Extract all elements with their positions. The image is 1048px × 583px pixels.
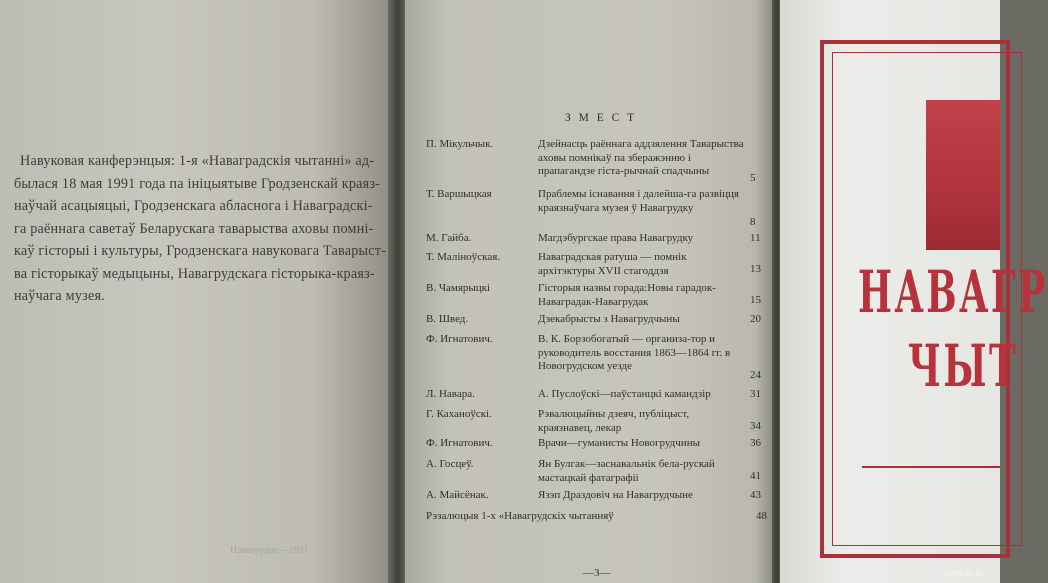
toc-title: Врачи—гуманисты Новогрудчины (538, 437, 700, 449)
toc-title: Наваградская ратуша — помнік архітэктуры XVII стагоддзя (538, 251, 687, 277)
cover-title-line2: ЧЫТ (908, 332, 1019, 400)
toc-page-number: 41 (750, 470, 761, 482)
toc-page-number: 5 (750, 172, 756, 184)
toc-author: В. Швед. (426, 313, 469, 325)
toc-title: А. Пуслоўскі—паўстанцкі камандзір (538, 388, 711, 400)
toc-author: П. Мікульчык. (426, 138, 494, 150)
toc-author: Т. Варшыцкая (426, 188, 492, 200)
toc-page-number: 48 (756, 510, 767, 522)
paragraph-line: каў гісторыі і культуры, Гродзенскага навуковага Таварыст- (14, 243, 387, 259)
cover-rule (862, 466, 1000, 468)
toc-author: Л. Навара. (426, 388, 475, 400)
paragraph-line: наўчай асацыяцыі, Гродзенскага абласнога і Наваградскі- (14, 198, 373, 214)
cover-title-line1: НАВАГР (858, 258, 1048, 326)
toc-author: Ф. Игнатович. (426, 333, 493, 345)
left-page-paragraph (14, 150, 386, 308)
toc-page-number: 15 (750, 294, 761, 306)
paragraph-line: былася 18 мая 1991 года па ініцыятыве Гродзенскай краяз- (14, 175, 381, 192)
paragraph-line: ва гісторыкаў медыцыны, Навагрудскага гісторыка-краяз- (14, 265, 375, 282)
paragraph-line: наўчага музея. (14, 288, 105, 304)
toc-page-number: 24 (750, 369, 761, 381)
toc-author: М. Гайба. (426, 232, 472, 244)
toc-title: В. К. Борзобогатый — организа-тор и руководитель восстания 1863—1864 гг. в Новогрудском уезде (538, 333, 731, 372)
toc-author: Т. Маліноўская. (426, 251, 501, 263)
paragraph-line: га раённага саветаў Беларускага таварыства аховы помні- (14, 220, 374, 237)
watermark: www.ay.by (943, 568, 986, 578)
toc-title: Ян Булгак—заснавальнік бела-рускай мастацкай фатаграфіі (538, 458, 715, 484)
toc-author: Г. Каханоўскі. (426, 408, 492, 420)
castle-ruins-illustration (926, 100, 1000, 250)
toc-title: Дзекабрысты з Навагрудчыны (538, 313, 680, 325)
toc-resolution: Рэзалюцыя 1-х «Навагрудскіх чытанняў (426, 510, 614, 522)
toc-page-number: 13 (750, 263, 761, 275)
toc-page-number: 31 (750, 388, 761, 400)
toc-heading: З М Е С Т (565, 112, 637, 124)
toc-page-number: 34 (750, 420, 761, 432)
toc-title: Дзейнасць раённага аддзялення Таварыства аховы помнікаў па зберажэнню і прапагандзе гіста-рычнай спадчыны (538, 138, 744, 177)
toc-title: Рэвалюцыйны дзеяч, публіцыст, краязнавец, лекар (538, 408, 690, 434)
toc-page-number: 20 (750, 313, 761, 325)
left-page (0, 0, 392, 583)
toc-page-number: 11 (750, 232, 761, 244)
toc-page-number: 8 (750, 216, 756, 228)
toc-author: Ф. Игнатович. (426, 437, 493, 449)
toc-author: А. Госцеў. (426, 458, 474, 470)
left-page-footer: Навагрудак—1991 (230, 545, 309, 556)
paragraph-line: Навуковая канферэнцыя: 1-я «Наваградскія чытанні» ад- (20, 153, 375, 169)
toc-title: Гісторыя назвы горада:Новы гарадок-Наваградак-Навагрудак (538, 282, 716, 308)
toc-title: Язэп Драздовіч на Навагрудчыне (538, 489, 693, 501)
toc-title: Магдэбургскае права Навагрудку (538, 232, 694, 244)
toc-author: А. Майсёнак. (426, 489, 489, 501)
toc-page-number: 36 (750, 437, 761, 449)
toc-title: Праблемы існавання і далейша-га развіцця краязнаўчага музея ў Навагрудку (538, 188, 739, 214)
page-number: —3— (583, 567, 611, 579)
toc-page-number: 43 (750, 489, 761, 501)
toc-author: В. Чамярыцкі (426, 282, 491, 294)
